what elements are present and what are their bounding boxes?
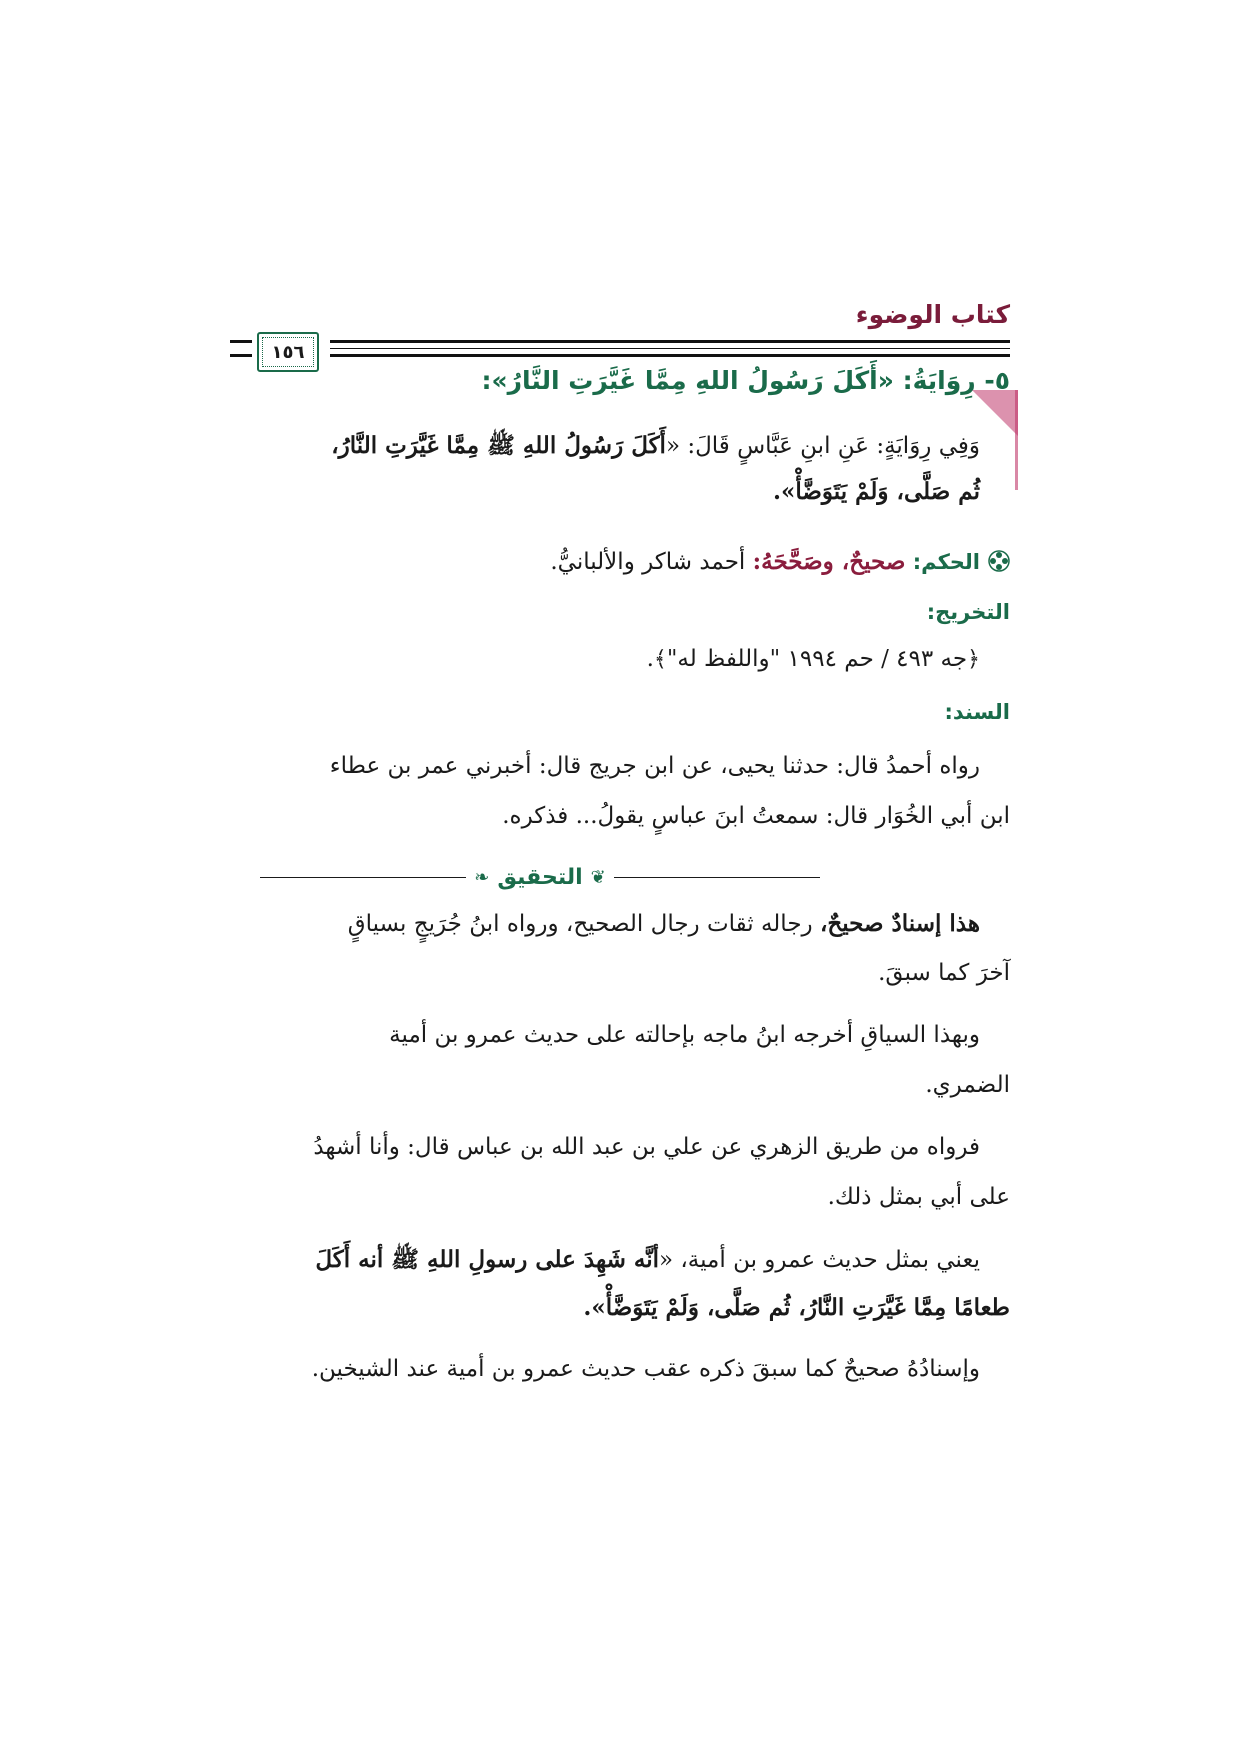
book-page — [230, 300, 1010, 1600]
section-heading: ٥- رِوَايَةُ: «أَكَلَ رَسُولُ اللهِ مِمَّا غَيَّرَتِ النَّارُ»: — [481, 366, 1010, 395]
hukm-label: الحكم: — [912, 550, 980, 574]
hukm-value: صحيحٌ، وصَحَّحَهُ: — [752, 548, 906, 575]
divider-ornament-right-icon: ❦ — [590, 866, 606, 888]
sanad-label: السند: — [944, 700, 1010, 724]
divider-line-right — [614, 877, 820, 878]
header-rule-left-bottom — [230, 354, 252, 357]
header-rule-bottom — [330, 354, 1010, 357]
paragraph-3-line-2: على أبي بمثل ذلك. — [827, 1184, 1010, 1210]
sanad-line-2: ابن أبي الخُوَار قال: سمعتُ ابنَ عباسٍ يقولُ... فذكره. — [502, 803, 1010, 829]
takhrij-line: ﴿جه ٤٩٣ / حم ١٩٩٤ "واللفظ له"﴾. — [646, 646, 980, 672]
paragraph-5-line-1: وإسنادُهُ صحيحٌ كما سبقَ ذكره عقب حديث عمرو بن أمية عند الشيخين. — [311, 1356, 980, 1382]
paragraph-4-line-1 — [230, 1248, 980, 1272]
narration-line-1 — [230, 434, 980, 458]
paragraph-1-rest: رجاله ثقات رجال الصحيح، ورواه ابنُ جُرَيجٍ بسياقٍ — [347, 911, 820, 937]
page-header — [230, 300, 1010, 370]
isnad-verdict: هذا إسنادٌ صحيحٌ، — [819, 910, 980, 937]
quote-corner-ornament — [972, 390, 1018, 436]
narration-quote: أَكَلَ رَسُولُ اللهِ ﷺ مِمَّا غَيَّرَتِ النَّارُ، — [331, 432, 666, 459]
bracket-open: ﴿ — [967, 647, 980, 672]
narration-intro: وَفِي رِوَايَةٍ: عَنِ ابنِ عَبَّاسٍ قَالَ: « — [665, 433, 980, 459]
paragraph-1-line-2: آخرَ كما سبقَ. — [878, 960, 1010, 986]
tahqiq-divider — [260, 862, 820, 892]
paragraph-4-quote: أنَّه شَهِدَ على رسولِ اللهِ ﷺ أنه أَكَلَ — [315, 1246, 659, 1273]
header-rule-mid — [330, 348, 1010, 349]
paragraph-4-intro: يعني بمثل حديث عمرو بن أمية، « — [658, 1247, 980, 1273]
divider-line-left — [260, 877, 466, 878]
hukm-authorities: أحمد شاكر والألبانيُّ. — [550, 549, 746, 575]
takhrij-label: التخريج: — [926, 600, 1010, 624]
paragraph-4-line-2: طعامًا مِمَّا غَيَّرَتِ النَّارُ، ثُم صَلَّى، وَلَمْ يَتَوَضَّأْ». — [583, 1294, 1010, 1321]
flower-ornament-icon — [988, 550, 1010, 572]
bracket-close: ﴾ — [653, 647, 667, 672]
divider-title: التحقيق — [497, 864, 583, 890]
paragraph-3-line-1: فرواه من طريق الزهري عن علي بن عبد الله بن عباس قال: وأنا أشهدُ — [313, 1134, 980, 1160]
divider-ornament-left-icon: ❧ — [474, 866, 490, 888]
header-rule-top — [330, 340, 1010, 343]
hukm-line — [230, 550, 1010, 574]
quote-border — [1015, 390, 1018, 490]
narration-line-2: ثُم صَلَّى، وَلَمْ يَتَوَضَّأْ». — [772, 478, 980, 505]
sanad-line-1: رواه أحمدُ قال: حدثنا يحيى، عن ابن جريج قال: أخبرني عمر بن عطاء — [329, 753, 980, 779]
paragraph-1-line-1 — [230, 912, 980, 936]
takhrij-text: جه ٤٩٣ / حم ١٩٩٤ "واللفظ له" — [666, 646, 968, 672]
header-rule-left-top — [230, 340, 252, 343]
book-title: كتاب الوضوء — [855, 300, 1010, 329]
paragraph-2-line-1: وبهذا السياقِ أخرجه ابنُ ماجه بإحالته على حديث عمرو بن أمية — [389, 1022, 980, 1048]
paragraph-2-line-2: الضمري. — [925, 1072, 1010, 1098]
page-number: ١٥٦ — [271, 341, 305, 363]
